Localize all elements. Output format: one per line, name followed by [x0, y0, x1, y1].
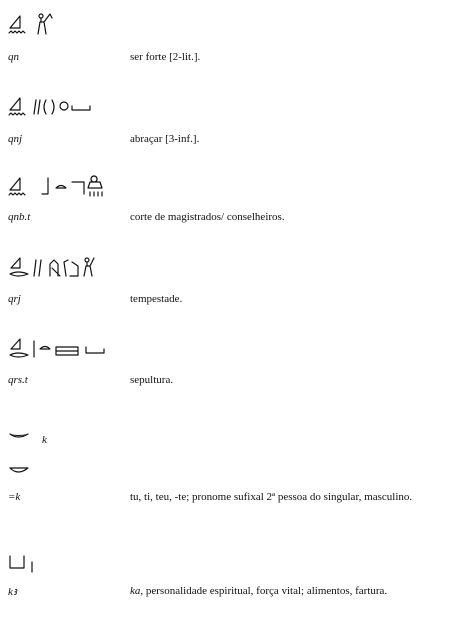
k-sign-label: k — [42, 434, 47, 446]
transliteration: qrj — [8, 293, 21, 305]
hieroglyphs-qnj — [8, 92, 108, 118]
ka-arms-glyph-icon — [10, 556, 24, 568]
seated-group-glyph-icon — [88, 176, 102, 196]
meaning: corte de magistrados/ conselheiros. — [130, 211, 285, 223]
meaning: ser forte [2-lit.]. — [130, 51, 201, 63]
transliteration: qrs.t — [8, 374, 28, 386]
bed-glyph-icon — [72, 106, 90, 110]
triangle-glyph-icon — [10, 178, 20, 190]
embrace-arms-glyph-icon — [44, 100, 54, 114]
triangle-glyph-icon — [10, 98, 20, 110]
man-glyph-icon — [84, 258, 94, 276]
loop-glyph-icon — [60, 102, 68, 110]
transliteration: qnj — [8, 133, 23, 145]
corner-glyph-icon — [42, 178, 48, 194]
water-glyph-icon — [9, 193, 25, 195]
hieroglyphs-qnb-t — [8, 172, 108, 198]
hieroglyph-k — [8, 464, 38, 490]
animal-glyph-icon — [64, 260, 78, 276]
water-glyph-icon — [9, 113, 25, 115]
hieroglyphs-qrs-t — [8, 335, 118, 361]
triangle-glyph-icon — [11, 258, 20, 268]
bed-glyph-icon — [86, 347, 104, 353]
transliteration: qnb.t — [8, 211, 31, 223]
angle-glyph-icon — [72, 182, 84, 194]
seth-animal-glyph-icon — [50, 260, 60, 276]
mouth-glyph-icon — [10, 272, 28, 276]
hieroglyphs-qn — [8, 10, 68, 36]
water-glyph-icon — [9, 31, 25, 33]
hieroglyph-k-sign — [8, 428, 38, 454]
triangle-glyph-icon — [11, 339, 20, 349]
hieroglyph-ka — [8, 552, 48, 578]
bread-glyph-icon — [40, 347, 50, 350]
coffin-glyph-icon — [56, 347, 78, 355]
hieroglyphs-qrj — [8, 254, 108, 280]
reed-glyph-icon — [34, 260, 41, 276]
meaning: tempestade. — [130, 293, 183, 305]
bread-glyph-icon — [56, 186, 66, 189]
meaning-ka — [130, 585, 435, 598]
meaning: tu, ti, teu, -te; pronome sufixal 2ª pessoa do singular, masculino. — [130, 491, 413, 503]
meaning: sepultura. — [130, 374, 174, 386]
ka-term: ka — [130, 585, 141, 597]
meaning: , personalidade espiritual, força vital; alimentos, fartura. — [140, 585, 388, 597]
man-glyph-icon — [38, 14, 52, 34]
transliteration: =k — [8, 491, 21, 503]
reed-glyph-icon — [34, 100, 40, 114]
transliteration: kꜣ — [8, 586, 17, 598]
transliteration: qn — [8, 51, 19, 63]
triangle-glyph-icon — [10, 16, 20, 28]
mouth-glyph-icon — [10, 353, 28, 357]
basket-glyph-icon — [10, 468, 28, 472]
meaning: abraçar [3-inf.]. — [130, 133, 200, 145]
